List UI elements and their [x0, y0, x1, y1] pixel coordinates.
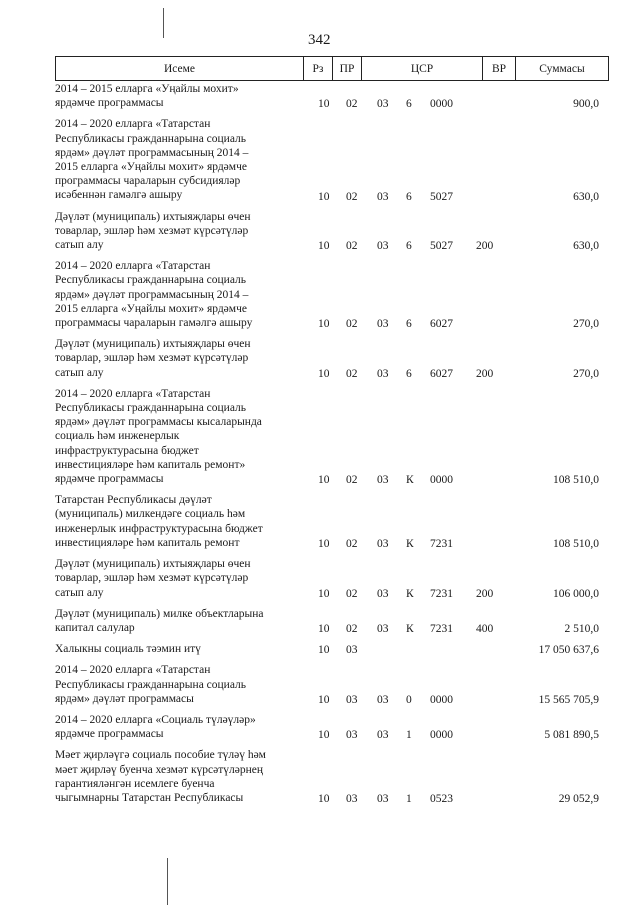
- row-vr: 200: [476, 367, 494, 380]
- row-csr-part1: 03: [377, 190, 389, 203]
- row-sum: 15 565 705,9: [538, 693, 599, 706]
- row-name-line: Республикасы гражданнарына социаль: [55, 132, 247, 145]
- row-sum: 5 081 890,5: [544, 729, 599, 742]
- row-codes: [55, 472, 609, 486]
- row-rz: 10: [318, 587, 330, 600]
- row-csr-part3: 5027: [430, 240, 453, 253]
- table-row: [55, 557, 609, 600]
- row-sum: 900,0: [573, 98, 599, 111]
- row-codes: [55, 642, 609, 656]
- row-csr-part2: 1: [406, 793, 412, 806]
- row-name-line: гарантияләнгән исемлеге буенча: [55, 777, 215, 790]
- row-name-line: 2015 елларга «Уңайлы мохит» ярдәмче: [55, 302, 247, 315]
- row-name-line: программасы чараларын гамәлгә ашыру: [55, 317, 253, 330]
- header-pr: ПР: [333, 57, 362, 81]
- row-vr: 200: [476, 587, 494, 600]
- row-csr-part1: 03: [377, 538, 389, 551]
- row-name-line: 2015 елларга «Уңайлы мохит» ярдәмче: [55, 161, 247, 174]
- row-name-line: Республикасы гражданнарына социаль: [55, 274, 247, 287]
- table-row: [55, 493, 609, 550]
- row-sum: 630,0: [573, 240, 599, 253]
- binding-mark-top: [163, 8, 164, 38]
- row-csr-part3: 7231: [430, 538, 453, 551]
- table-row: [55, 82, 609, 110]
- header-vr: ВР: [483, 57, 516, 81]
- row-name-line: 2014 – 2015 елларга «Уңайлы мохит»: [55, 83, 239, 95]
- row-csr-part3: 7231: [430, 623, 453, 636]
- row-name-line: ярдәмче программасы: [55, 97, 164, 110]
- row-name-line: ярдәмче программасы: [55, 728, 164, 741]
- row-csr-part1: 03: [377, 587, 389, 600]
- row-csr-part2: 0: [406, 693, 412, 706]
- table-row: [55, 748, 609, 805]
- row-name-line: 2014 – 2020 елларга «Татарстан: [55, 664, 211, 677]
- row-name-line: 2014 – 2020 елларга «Татарстан: [55, 118, 211, 131]
- row-csr-part3: 0000: [430, 693, 453, 706]
- row-pr: 02: [346, 623, 358, 636]
- row-pr: 03: [346, 729, 358, 742]
- header-csr: ЦСР: [362, 57, 483, 81]
- row-pr: 02: [346, 98, 358, 111]
- row-sum: 108 510,0: [553, 538, 599, 551]
- row-rz: 10: [318, 240, 330, 253]
- row-csr-part1: 03: [377, 793, 389, 806]
- row-name-line: инженерлык инфраструктурасына бюджет: [55, 522, 263, 535]
- table-row: [55, 259, 609, 330]
- row-pr: 02: [346, 190, 358, 203]
- row-vr: 400: [476, 623, 494, 636]
- row-csr-part1: 03: [377, 693, 389, 706]
- row-csr-part2: 6: [406, 318, 412, 331]
- row-rz: 10: [318, 729, 330, 742]
- row-name-line: инвестицияләре һәм капиталь ремонт: [55, 536, 240, 549]
- row-rz: 10: [318, 644, 330, 657]
- row-pr: 02: [346, 587, 358, 600]
- row-name-line: сатып алу: [55, 586, 104, 599]
- row-sum: 17 050 637,6: [538, 644, 599, 657]
- row-pr: 03: [346, 793, 358, 806]
- row-csr-part2: 6: [406, 240, 412, 253]
- row-csr-part1: 03: [377, 474, 389, 487]
- row-pr: 02: [346, 538, 358, 551]
- row-csr-part1: 03: [377, 623, 389, 636]
- header-name: Исеме: [56, 57, 304, 81]
- row-codes: [55, 366, 609, 380]
- table-row: [55, 387, 609, 486]
- page-number: 342: [308, 32, 331, 48]
- row-pr: 02: [346, 240, 358, 253]
- table-row: [55, 117, 609, 202]
- row-name-line: 2014 – 2020 елларга «Татарстан: [55, 260, 211, 273]
- row-csr-part3: 7231: [430, 587, 453, 600]
- table-row: [55, 663, 609, 706]
- row-csr-part1: 03: [377, 98, 389, 111]
- row-name-line: Дәүләт (муниципаль) ихтыяҗлары өчен: [55, 338, 251, 351]
- row-name-line: Дәүләт (муниципаль) милке объектларына: [55, 607, 264, 620]
- row-codes: [55, 536, 609, 550]
- row-csr-part1: 03: [377, 240, 389, 253]
- row-csr-part2: К: [406, 623, 414, 636]
- row-rz: 10: [318, 367, 330, 380]
- row-name-line: мәет җирләү буенча хезмәт күрсәтүләрнең: [55, 763, 264, 776]
- table-row: [55, 713, 609, 741]
- row-codes: [55, 189, 609, 203]
- row-csr-part1: 03: [377, 367, 389, 380]
- row-name-line: Татарстан Республикасы дәүләт: [55, 494, 212, 507]
- row-name-line: инвестицияләре һәм капиталь ремонт»: [55, 458, 246, 471]
- row-name-line: товарлар, эшләр һәм хезмәт күрсәтүләр: [55, 352, 249, 365]
- table-header: [55, 56, 609, 81]
- row-csr-part3: 0000: [430, 474, 453, 487]
- row-name-line: инфраструктурасына бюджет: [55, 444, 199, 457]
- row-rz: 10: [318, 623, 330, 636]
- row-name-line: Республикасы гражданнарына социаль: [55, 402, 247, 415]
- row-vr: 200: [476, 240, 494, 253]
- row-csr-part2: 6: [406, 190, 412, 203]
- row-csr-part2: 1: [406, 729, 412, 742]
- row-pr: 02: [346, 474, 358, 487]
- row-name-line: товарлар, эшләр һәм хезмәт күрсәтүләр: [55, 224, 249, 237]
- row-codes: [55, 692, 609, 706]
- row-codes: [55, 621, 609, 635]
- row-name-line: исәбеннән гамәлгә ашыру: [55, 189, 183, 202]
- row-name-line: социаль һәм инженерлык: [55, 430, 180, 443]
- row-pr: 03: [346, 693, 358, 706]
- row-name-line: ярдәмче программасы: [55, 473, 164, 486]
- table-row: [55, 210, 609, 253]
- row-name-line: чыгымнарны Татарстан Республикасы: [55, 791, 244, 804]
- row-rz: 10: [318, 538, 330, 551]
- row-name-line: Республикасы гражданнарына социаль: [55, 678, 247, 691]
- row-name-line: ярдәм» дәүләт программасы кысаларында: [55, 416, 262, 429]
- binding-mark-bottom: [167, 858, 168, 905]
- header-sum: Суммасы: [516, 57, 609, 81]
- row-name-line: 2014 – 2020 елларга «Татарстан: [55, 387, 211, 400]
- row-pr: 02: [346, 367, 358, 380]
- row-name-line: ярдәм» дәүләт программасы: [55, 692, 194, 705]
- row-csr-part3: 6027: [430, 367, 453, 380]
- row-pr: 03: [346, 644, 358, 657]
- row-name-line: 2014 – 2020 елларга «Социаль түләүләр»: [55, 713, 256, 726]
- row-codes: [55, 791, 609, 805]
- row-sum: 630,0: [573, 190, 599, 203]
- row-name-line: сатып алу: [55, 366, 104, 379]
- row-name-line: (муниципаль) милкендәге социаль һәм: [55, 508, 246, 521]
- row-rz: 10: [318, 693, 330, 706]
- row-csr-part2: К: [406, 538, 414, 551]
- row-name-line: капитал салулар: [55, 621, 135, 634]
- row-pr: 02: [346, 318, 358, 331]
- row-name-line: ярдәм» дәүләт программасының 2014 –: [55, 288, 249, 301]
- row-csr-part2: 6: [406, 98, 412, 111]
- row-codes: [55, 238, 609, 252]
- row-csr-part2: К: [406, 587, 414, 600]
- row-csr-part1: 03: [377, 729, 389, 742]
- row-name-line: Халыкны социаль тәэмин итү: [55, 643, 201, 656]
- row-name-line: ярдәм» дәүләт программасының 2014 –: [55, 146, 249, 159]
- row-name-line: Мәет җирләүгә социаль пособие түләү һәм: [55, 749, 266, 762]
- row-csr-part3: 5027: [430, 190, 453, 203]
- row-csr-part2: 6: [406, 367, 412, 380]
- row-rz: 10: [318, 98, 330, 111]
- table-row: [55, 337, 609, 380]
- row-csr-part3: 6027: [430, 318, 453, 331]
- row-name-line: Дәүләт (муниципаль) ихтыяҗлары өчен: [55, 558, 251, 571]
- header-rz: Рз: [304, 57, 333, 81]
- table-row: [55, 642, 609, 656]
- row-csr-part3: 0000: [430, 98, 453, 111]
- row-codes: [55, 316, 609, 330]
- table-body: [55, 82, 609, 812]
- row-csr-part1: 03: [377, 318, 389, 331]
- row-sum: 108 510,0: [553, 474, 599, 487]
- row-sum: 2 510,0: [564, 623, 599, 636]
- row-rz: 10: [318, 474, 330, 487]
- table-row: [55, 607, 609, 635]
- row-rz: 10: [318, 318, 330, 331]
- row-codes: [55, 96, 609, 110]
- row-csr-part3: 0523: [430, 793, 453, 806]
- row-sum: 29 052,9: [558, 793, 599, 806]
- row-sum: 270,0: [573, 367, 599, 380]
- row-csr-part2: К: [406, 474, 414, 487]
- row-rz: 10: [318, 190, 330, 203]
- row-name-line: товарлар, эшләр һәм хезмәт күрсәтүләр: [55, 572, 249, 585]
- row-sum: 106 000,0: [553, 587, 599, 600]
- row-rz: 10: [318, 793, 330, 806]
- row-name-line: программасы чараларын субсидияләр: [55, 175, 241, 188]
- row-codes: [55, 586, 609, 600]
- row-name-line: Дәүләт (муниципаль) ихтыяҗлары өчен: [55, 210, 251, 223]
- row-csr-part3: 0000: [430, 729, 453, 742]
- row-name-line: сатып алу: [55, 239, 104, 252]
- row-sum: 270,0: [573, 318, 599, 331]
- row-codes: [55, 727, 609, 741]
